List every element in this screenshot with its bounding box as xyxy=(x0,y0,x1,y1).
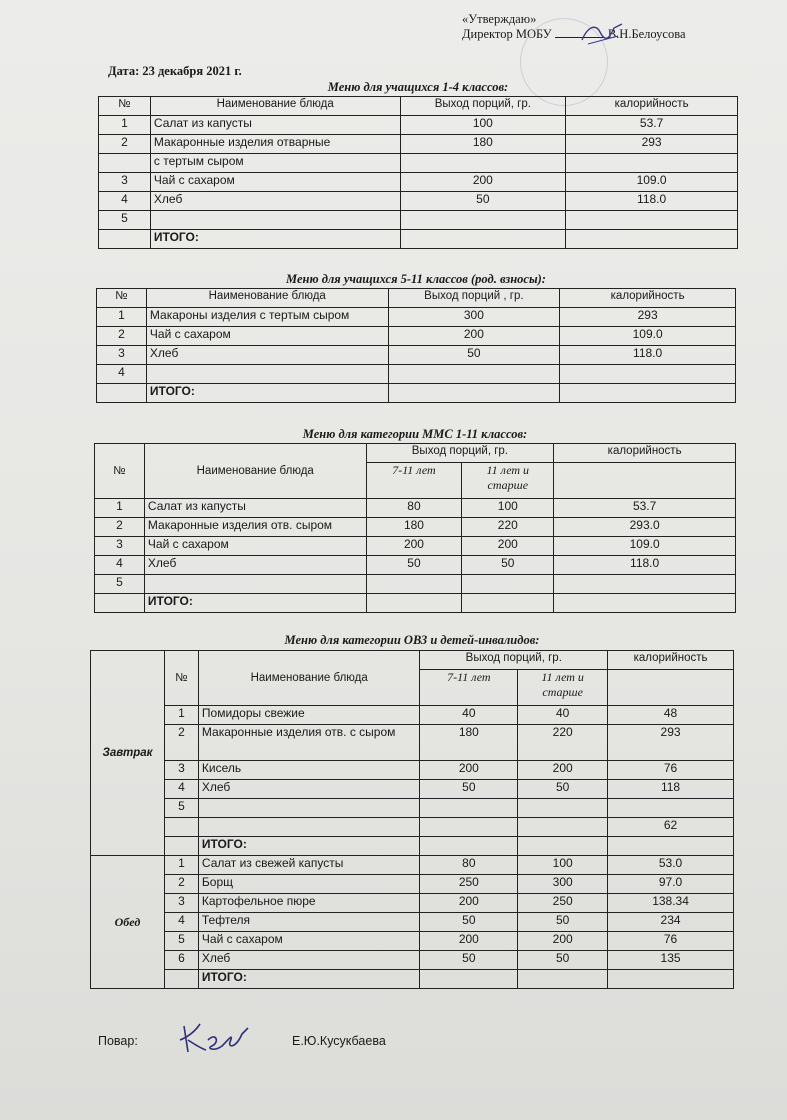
table-row xyxy=(91,780,734,799)
row-number xyxy=(99,154,151,173)
dish-name: Кисель xyxy=(198,761,420,780)
calorie-value: 53.7 xyxy=(566,116,738,135)
portion-11-plus: 300 xyxy=(518,875,608,894)
portion-7-11: 50 xyxy=(366,556,462,575)
table-row xyxy=(91,875,734,894)
table-row xyxy=(91,818,734,837)
portion-11-plus: 50 xyxy=(518,951,608,970)
empty-cell xyxy=(95,594,145,613)
calorie-value: 53.0 xyxy=(608,856,734,875)
dish-name: Хлеб xyxy=(150,192,400,211)
calorie-value: 293 xyxy=(566,135,738,154)
table-row xyxy=(91,725,734,761)
portion-value: 50 xyxy=(388,346,560,365)
col-portion: Выход порций, гр. xyxy=(420,651,608,670)
col-age-11-plus: 11 лет и старше xyxy=(462,463,554,499)
table1-caption: Меню для учащихся 1-4 классов: xyxy=(327,80,509,94)
row-number: 6 xyxy=(164,951,198,970)
portion-value: 50 xyxy=(400,192,566,211)
row-number: 2 xyxy=(99,135,151,154)
dish-name xyxy=(146,365,388,384)
portion-7-11 xyxy=(420,799,518,818)
empty-cell xyxy=(420,837,518,856)
dish-name: Салат из свежей капусты xyxy=(198,856,420,875)
total-row xyxy=(97,384,736,403)
dish-name: Салат из капусты xyxy=(144,499,366,518)
portion-11-plus: 50 xyxy=(518,913,608,932)
portion-7-11: 200 xyxy=(420,932,518,951)
portion-11-plus xyxy=(518,799,608,818)
row-number: 5 xyxy=(95,575,145,594)
table-row xyxy=(99,173,738,192)
portion-value: 200 xyxy=(388,327,560,346)
portion-11-plus xyxy=(518,818,608,837)
row-number xyxy=(164,818,198,837)
calorie-value xyxy=(608,799,734,818)
table-row xyxy=(91,799,734,818)
table-row xyxy=(91,706,734,725)
calorie-value: 97.0 xyxy=(608,875,734,894)
portion-7-11: 250 xyxy=(420,875,518,894)
breakfast-label: Завтрак xyxy=(91,651,165,856)
row-number: 1 xyxy=(164,706,198,725)
director-label: Директор МОБУ xyxy=(462,27,552,41)
empty-cell xyxy=(462,594,554,613)
portion-value: 200 xyxy=(400,173,566,192)
row-number: 1 xyxy=(95,499,145,518)
table-grades-5-11 xyxy=(96,288,736,403)
calorie-value: 53.7 xyxy=(554,499,736,518)
total-label: ИТОГО: xyxy=(198,837,420,856)
portion-7-11: 50 xyxy=(420,951,518,970)
portion-value: 180 xyxy=(400,135,566,154)
col-number: № xyxy=(164,651,198,706)
empty-cell xyxy=(420,970,518,989)
table-row xyxy=(91,894,734,913)
dish-name xyxy=(198,799,420,818)
total-row xyxy=(95,594,736,613)
col-dish: Наименование блюда xyxy=(198,651,420,706)
dish-name: Макаронные изделия отв. сыром xyxy=(144,518,366,537)
empty-cell xyxy=(164,837,198,856)
table-row xyxy=(95,556,736,575)
calorie-value: 62 xyxy=(608,818,734,837)
calorie-value: 109.0 xyxy=(554,537,736,556)
portion-7-11 xyxy=(420,818,518,837)
calorie-value: 234 xyxy=(608,913,734,932)
table-row xyxy=(97,346,736,365)
table2-caption: Меню для учащихся 5-11 классов (род. взносы): xyxy=(286,272,546,286)
portion-11-plus xyxy=(462,575,554,594)
table-row xyxy=(97,308,736,327)
col-number: № xyxy=(97,289,147,308)
portion-7-11: 180 xyxy=(366,518,462,537)
dish-name: Чай с сахаром xyxy=(150,173,400,192)
table-row xyxy=(95,575,736,594)
table-row xyxy=(91,856,734,875)
calorie-value: 293.0 xyxy=(554,518,736,537)
row-number: 2 xyxy=(97,327,147,346)
total-label: ИТОГО: xyxy=(146,384,388,403)
portion-value xyxy=(400,154,566,173)
row-number: 3 xyxy=(99,173,151,192)
dish-name: Макаронные изделия отв. с сыром xyxy=(198,725,420,761)
dish-name: с тертым сыром xyxy=(150,154,400,173)
total-row xyxy=(91,837,734,856)
col-portion: Выход порций, гр. xyxy=(400,97,566,116)
total-row xyxy=(99,230,738,249)
row-number: 1 xyxy=(97,308,147,327)
dish-name: Чай с сахаром xyxy=(144,537,366,556)
portion-11-plus: 50 xyxy=(462,556,554,575)
col-portion: Выход порций , гр. xyxy=(388,289,560,308)
portion-7-11: 80 xyxy=(366,499,462,518)
row-number: 4 xyxy=(164,780,198,799)
row-number: 1 xyxy=(99,116,151,135)
row-number: 5 xyxy=(164,932,198,951)
portion-11-plus: 200 xyxy=(518,932,608,951)
empty-cell xyxy=(608,670,734,706)
dish-name: Макароны изделия с тертым сыром xyxy=(146,308,388,327)
row-number: 3 xyxy=(97,346,147,365)
table-row xyxy=(95,518,736,537)
empty-cell xyxy=(560,384,736,403)
empty-cell xyxy=(608,970,734,989)
empty-cell xyxy=(99,230,151,249)
dish-name: Салат из капусты xyxy=(150,116,400,135)
row-number: 5 xyxy=(164,799,198,818)
col-age-7-11: 7-11 лет xyxy=(366,463,462,499)
dish-name: Хлеб xyxy=(144,556,366,575)
portion-7-11: 80 xyxy=(420,856,518,875)
dish-name: Хлеб xyxy=(198,780,420,799)
col-calories: калорийность xyxy=(560,289,736,308)
col-dish: Наименование блюда xyxy=(150,97,400,116)
portion-value xyxy=(400,211,566,230)
portion-11-plus: 220 xyxy=(462,518,554,537)
calorie-value xyxy=(566,211,738,230)
dish-name: Картофельное пюре xyxy=(198,894,420,913)
row-number: 3 xyxy=(164,894,198,913)
dish-name: Хлеб xyxy=(146,346,388,365)
dish-name xyxy=(198,818,420,837)
portion-11-plus: 200 xyxy=(518,761,608,780)
table-row xyxy=(95,499,736,518)
calorie-value: 293 xyxy=(560,308,736,327)
dish-name: Макаронные изделия отварные xyxy=(150,135,400,154)
portion-7-11: 40 xyxy=(420,706,518,725)
row-number: 2 xyxy=(164,725,198,761)
empty-cell xyxy=(164,970,198,989)
col-portion: Выход порций, гр. xyxy=(366,444,554,463)
empty-cell xyxy=(388,384,560,403)
calorie-value xyxy=(560,365,736,384)
empty-cell xyxy=(97,384,147,403)
total-label: ИТОГО: xyxy=(144,594,366,613)
table-mms-1-11 xyxy=(94,443,736,613)
table-row xyxy=(99,154,738,173)
portion-11-plus: 40 xyxy=(518,706,608,725)
dish-name: Помидоры свежие xyxy=(198,706,420,725)
col-calories: калорийность xyxy=(608,651,734,670)
empty-cell xyxy=(566,230,738,249)
portion-11-plus: 200 xyxy=(462,537,554,556)
calorie-value: 138.34 xyxy=(608,894,734,913)
calorie-value: 135 xyxy=(608,951,734,970)
portion-7-11 xyxy=(366,575,462,594)
table-row xyxy=(97,365,736,384)
empty-cell xyxy=(400,230,566,249)
table4-caption: Меню для категории ОВЗ и детей-инвалидов: xyxy=(284,633,540,647)
portion-value xyxy=(388,365,560,384)
row-number: 3 xyxy=(95,537,145,556)
portion-11-plus: 250 xyxy=(518,894,608,913)
lunch-label: Обед xyxy=(91,856,165,989)
table3-caption: Меню для категории ММС 1-11 классов: xyxy=(302,427,528,441)
dish-name: Чай с сахаром xyxy=(146,327,388,346)
col-dish: Наименование блюда xyxy=(144,444,366,499)
row-number: 4 xyxy=(95,556,145,575)
empty-cell xyxy=(518,837,608,856)
dish-name: Тефтеля xyxy=(198,913,420,932)
empty-cell xyxy=(608,837,734,856)
col-age-7-11: 7-11 лет xyxy=(420,670,518,706)
table-row xyxy=(91,761,734,780)
calorie-value: 76 xyxy=(608,932,734,951)
calorie-value: 118.0 xyxy=(554,556,736,575)
empty-cell xyxy=(554,463,736,499)
table-row xyxy=(91,932,734,951)
portion-11-plus: 50 xyxy=(518,780,608,799)
calorie-value: 118.0 xyxy=(560,346,736,365)
portion-7-11: 200 xyxy=(366,537,462,556)
row-number: 3 xyxy=(164,761,198,780)
dish-name xyxy=(144,575,366,594)
calorie-value xyxy=(566,154,738,173)
calorie-value: 293 xyxy=(608,725,734,761)
portion-7-11: 50 xyxy=(420,780,518,799)
portion-11-plus: 100 xyxy=(518,856,608,875)
table-row xyxy=(99,116,738,135)
row-number: 1 xyxy=(164,856,198,875)
col-number: № xyxy=(99,97,151,116)
director-name: В.Н.Белоусова xyxy=(607,27,686,41)
row-number: 4 xyxy=(99,192,151,211)
dish-name: Хлеб xyxy=(198,951,420,970)
portion-7-11: 200 xyxy=(420,894,518,913)
total-label: ИТОГО: xyxy=(150,230,400,249)
col-age-11-plus: 11 лет и старше xyxy=(518,670,608,706)
menu-date: Дата: 23 декабря 2021 г. xyxy=(108,64,242,78)
table-row xyxy=(97,327,736,346)
cook-signature xyxy=(176,1018,256,1058)
col-calories: калорийность xyxy=(566,97,738,116)
dish-name: Борщ xyxy=(198,875,420,894)
total-label: ИТОГО: xyxy=(198,970,420,989)
portion-7-11: 50 xyxy=(420,913,518,932)
table-row xyxy=(95,537,736,556)
empty-cell xyxy=(518,970,608,989)
calorie-value: 118.0 xyxy=(566,192,738,211)
dish-name xyxy=(150,211,400,230)
row-number: 2 xyxy=(164,875,198,894)
calorie-value xyxy=(554,575,736,594)
row-number: 2 xyxy=(95,518,145,537)
portion-value: 300 xyxy=(388,308,560,327)
portion-11-plus: 220 xyxy=(518,725,608,761)
calorie-value: 118 xyxy=(608,780,734,799)
table-row xyxy=(99,135,738,154)
calorie-value: 109.0 xyxy=(560,327,736,346)
portion-value: 100 xyxy=(400,116,566,135)
portion-11-plus: 100 xyxy=(462,499,554,518)
row-number: 4 xyxy=(164,913,198,932)
row-number: 5 xyxy=(99,211,151,230)
portion-7-11: 200 xyxy=(420,761,518,780)
approval-title: «Утверждаю» xyxy=(462,12,537,26)
calorie-value: 109.0 xyxy=(566,173,738,192)
table-row xyxy=(91,913,734,932)
cook-name: Е.Ю.Кусукбаева xyxy=(292,1034,386,1048)
table-row xyxy=(91,951,734,970)
dish-name: Чай с сахаром xyxy=(198,932,420,951)
total-row xyxy=(91,970,734,989)
table-ovz-disabled xyxy=(90,650,734,989)
empty-cell xyxy=(366,594,462,613)
empty-cell xyxy=(554,594,736,613)
cook-label: Повар: xyxy=(98,1034,138,1048)
calorie-value: 76 xyxy=(608,761,734,780)
col-dish: Наименование блюда xyxy=(146,289,388,308)
table-grades-1-4 xyxy=(98,96,738,249)
table-row xyxy=(99,211,738,230)
row-number: 4 xyxy=(97,365,147,384)
table-row xyxy=(99,192,738,211)
col-calories: калорийность xyxy=(554,444,736,463)
col-number: № xyxy=(95,444,145,499)
calorie-value: 48 xyxy=(608,706,734,725)
director-signature xyxy=(578,18,626,48)
portion-7-11: 180 xyxy=(420,725,518,761)
